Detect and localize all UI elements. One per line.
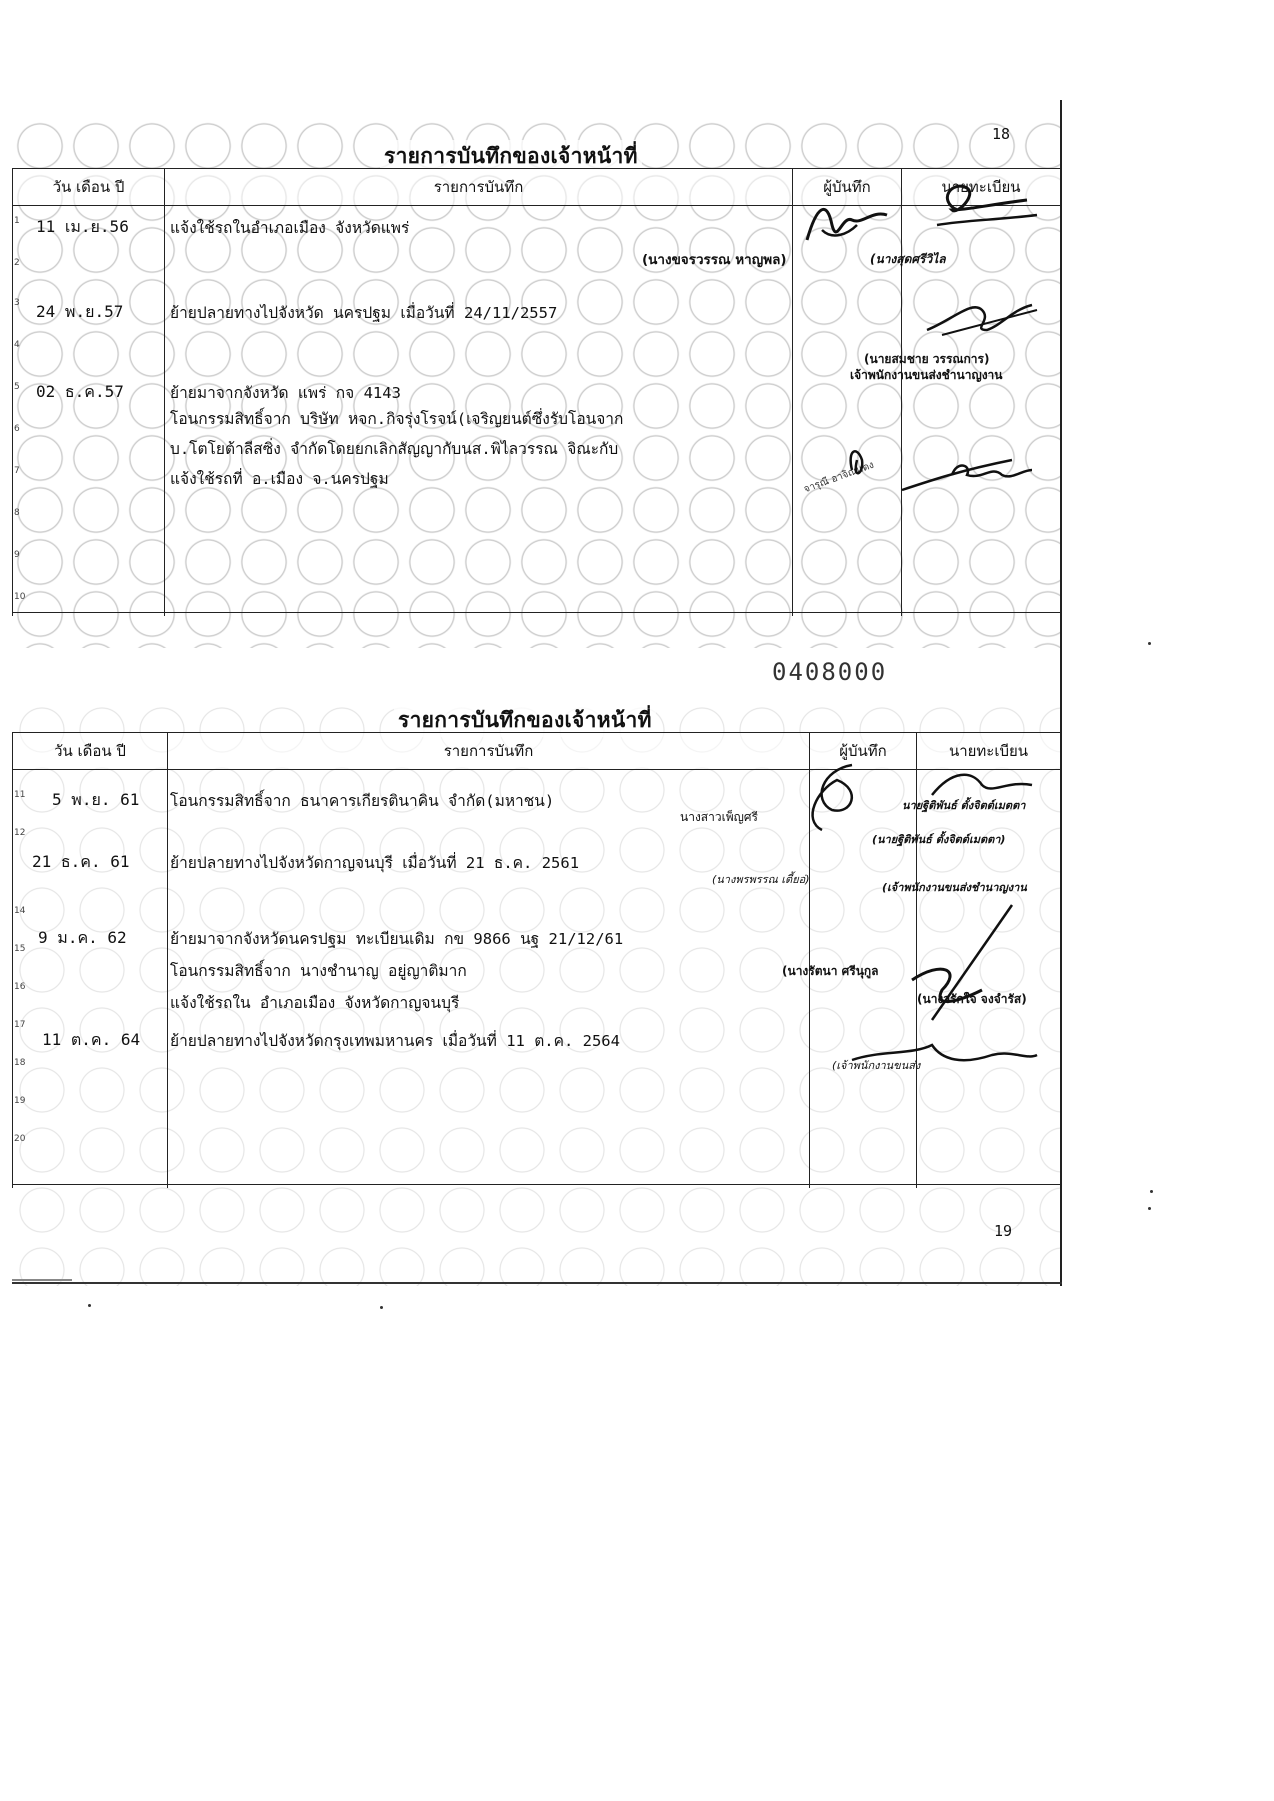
entry-date: 9 ม.ค. 62 <box>38 928 127 947</box>
page-bottom-border <box>12 1282 1062 1284</box>
entry-text: ย้ายปลายทางไปจังหวัดกาญจนบุรี เมื่อวันที่ 21 ธ.ค. 2561 <box>170 854 580 872</box>
registrar-signature-1 <box>912 760 1042 810</box>
row-number: 15 <box>14 944 26 954</box>
entry-date: 11 ต.ค. 64 <box>42 1030 141 1049</box>
signatures-row-6 <box>842 1030 1042 1090</box>
registrar-name: (นายฐิติพันธ์ ตั้งจิตต์เมตตา) <box>872 833 1006 846</box>
row-number: 11 <box>14 790 26 800</box>
recorder-signature-1 <box>792 760 872 850</box>
recorder-stamp: จารุณี อาจิณแดง <box>802 459 876 496</box>
entry-text: บ.โตโยต้าลีสซิ่ง จำกัดโดยยกเลิกสัญญากับนส.พิไลวรรณ จิณะกับ <box>170 440 619 458</box>
scan-speck <box>1148 642 1151 645</box>
header-recorder: ผู้บันทึก <box>810 733 917 770</box>
row-number: 16 <box>14 982 26 992</box>
row-number: 3 <box>14 298 20 308</box>
header-date: วัน เดือน ปี <box>13 733 168 770</box>
entry-date: 11 เม.ย.56 <box>36 217 129 236</box>
entry-text: ย้ายปลายทางไปจังหวัดกรุงเทพมหานคร เมื่อวันที่ 11 ต.ค. 2564 <box>170 1032 620 1050</box>
row-number: 4 <box>14 340 20 350</box>
header-entry: รายการบันทึก <box>168 733 810 770</box>
row-number: 17 <box>14 1020 26 1030</box>
entry-text: โอนกรรมสิทธิ์จาก นางชำนาญ อยู่ญาติมาก <box>170 962 467 980</box>
row-number: 2 <box>14 258 20 268</box>
registrar-name: (นายสมชาย วรรณการ) <box>864 352 990 366</box>
row-number: 14 <box>14 906 26 916</box>
registrar-signature-2 <box>922 290 1042 350</box>
section-title: รายการบันทึกของเจ้าหน้าที่ <box>380 140 642 173</box>
row-number: 6 <box>14 424 20 434</box>
scan-speck <box>380 1306 383 1309</box>
page-bottom-border-mark <box>12 1279 72 1281</box>
section-title: รายการบันทึกของเจ้าหน้าที่ <box>394 704 656 737</box>
header-date: วัน เดือน ปี <box>13 169 165 206</box>
entry-date: 21 ธ.ค. 61 <box>32 852 130 871</box>
header-recorder: ผู้บันทึก <box>793 169 902 206</box>
entry-text: ย้ายมาจากจังหวัดนครปฐม ทะเบียนเดิม กข 9866 นฐ 21/12/61 <box>170 930 624 948</box>
recorder-name: (นางพรพรรณ เตี้ยอ่) <box>712 873 810 886</box>
entry-text: แจ้งใช้รถใน อำเภอเมือง จังหวัดกาญจนบุรี <box>170 994 460 1012</box>
records-section-page-19 <box>12 700 1060 1286</box>
registration-page <box>12 100 1062 1286</box>
header-entry: รายการบันทึก <box>165 169 793 206</box>
row-number: 20 <box>14 1134 26 1144</box>
registrar-name: (นางสุดศรีวิไล <box>870 252 946 266</box>
page-number: 18 <box>992 125 1011 143</box>
entry-text: ย้ายมาจากจังหวัด แพร่ กจ 4143 <box>170 384 401 402</box>
entry-text: โอนกรรมสิทธิ์จาก บริษัท หจก.กิจรุ่งโรจน์(เจริญยนต์ซึ่งรับโอนจาก <box>170 410 624 428</box>
row-number: 9 <box>14 550 20 560</box>
row-number: 10 <box>14 592 26 602</box>
row-number: 12 <box>14 828 26 838</box>
entry-text: โอนกรรมสิทธิ์จาก ธนาคารเกียรตินาคิน จำกัด(มหาชน) <box>170 792 555 810</box>
header-registrar: นายทะเบียน <box>917 733 1061 770</box>
row-number: 7 <box>14 466 20 476</box>
registrar-title: (เจ้าพนักงานขนส่งชำนาญงาน <box>882 881 1027 894</box>
row-number: 18 <box>14 1058 26 1068</box>
scan-speck <box>1148 1207 1151 1210</box>
registrar-name: (นางวรักใจ จงจำรัส) <box>917 992 1027 1006</box>
row-number: 8 <box>14 508 20 518</box>
scan-speck <box>88 1304 91 1307</box>
registrar-name: นายฐิติพันธ์ ตั้งจิตต์เมตตา <box>902 799 1026 812</box>
recorder-name: นางสาวเพ็ญศรี <box>680 810 758 824</box>
registrar-title: (เจ้าพนักงานขนส่ง <box>832 1059 921 1072</box>
entry-text: ย้ายปลายทางไปจังหวัด นครปฐม เมื่อวันที่ 24/11/2557 <box>170 304 558 322</box>
entry-text: แจ้งใช้รถที่ อ.เมือง จ.นครปฐม <box>170 470 389 488</box>
scan-speck <box>1150 1190 1153 1193</box>
entry-date: 5 พ.ย. 61 <box>52 790 140 809</box>
row-number: 19 <box>14 1096 26 1106</box>
registrar-signature-3 <box>902 900 1042 1040</box>
entry-date: 24 พ.ย.57 <box>36 302 124 321</box>
row-number: 1 <box>14 216 20 226</box>
document-code: 0408000 <box>772 658 888 686</box>
entry-date: 02 ธ.ค.57 <box>36 382 124 401</box>
recorder-signature-1 <box>802 195 892 255</box>
row-number: 5 <box>14 382 20 392</box>
registrar-signature-1 <box>927 180 1047 240</box>
header-registrar: นายทะเบียน <box>902 169 1061 206</box>
records-section-page-18 <box>12 120 1060 648</box>
page-number: 19 <box>994 1222 1013 1240</box>
signatures-row-3 <box>842 440 1042 510</box>
recorder-name: (นางรัตนา ศรีนุกูล <box>782 964 879 978</box>
recorder-name: (นางขจรวรรณ หาญพล) <box>642 252 787 268</box>
registrar-title: เจ้าพนักงานขนส่งชำนาญงาน <box>850 368 1003 382</box>
entry-text: แจ้งใช้รถในอำเภอเมือง จังหวัดแพร่ <box>170 219 410 237</box>
